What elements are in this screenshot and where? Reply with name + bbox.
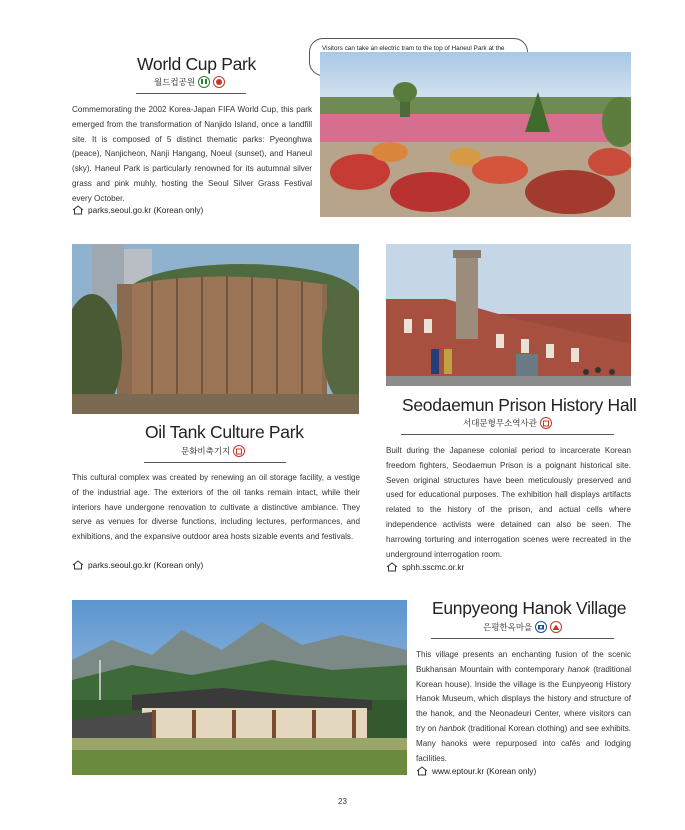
seodaemun-korean [463,417,552,429]
eunpyeong-body-part-1: This village presents an enchanting fusion of the scenic Bukhansan Mountain with contemporary [416,650,631,674]
eunpyeong-korean [483,621,562,633]
page-number: 23 [338,797,347,806]
oil-tank-rule [144,462,286,463]
flower-icon [213,76,225,88]
seodaemun-rule [401,434,614,435]
oil-tank-korean [181,445,245,457]
home-icon [386,562,398,572]
oil-tank-title: Oil Tank Culture Park [145,422,304,442]
world-cup-rule [136,93,246,94]
eunpyeong-body-hanok: hanok [567,664,590,674]
eunpyeong-body-part-3: (traditional Korean house). Inside the village is the Eunpyeong History Hanok Museum, which displays the history and structure of the hanok, and the Neonadeuri Center, where visitors can try on [416,664,632,733]
world-cup-title: World Cup Park [137,54,256,74]
home-icon [72,560,84,570]
seodaemun-link[interactable] [386,562,464,572]
eunpyeong-rule [431,638,614,639]
seodaemun-photo [386,244,631,386]
tree-icon [198,76,210,88]
building-icon [540,417,552,429]
world-cup-link[interactable] [72,205,203,215]
eunpyeong-korean-label: 은평한옥마을 [483,622,533,632]
eunpyeong-title: Eunpyeong Hanok Village [432,598,627,618]
world-cup-body: Commemorating the 2002 Korea-Japan FIFA World Cup, this park emerged from the transformation of Nanjido Island, once a landfill site. It is composed of 5 distinct thematic parks: Pyeonghwa (peace), Nanjicheon, Nanji Hangang, Noeul (sunset), and Haneul (sky). Haneul Park is particularly renowned for its autumnal silver grass and pink muhly, hosting the Seoul Silver Grass Festival every October. [72,105,312,203]
oil-tank-link[interactable] [72,560,203,570]
home-icon [72,205,84,215]
camera-icon [535,621,547,633]
eunpyeong-body [416,648,631,766]
seodaemun-title: Seodaemun Prison History Hall [402,395,637,415]
world-cup-korean [154,76,225,88]
world-cup-link-text[interactable]: parks.seoul.go.kr (Korean only) [88,205,204,215]
eunpyeong-photo [72,600,407,775]
oil-tank-photo [72,244,359,414]
eunpyeong-link[interactable] [416,766,536,776]
eunpyeong-link-text[interactable]: www.eptour.kr (Korean only) [432,766,537,776]
eunpyeong-body-hanbok: hanbok [438,723,466,733]
eunpyeong-body-part-5: (traditional Korean clothing) and see exhibits. Many hanoks were repurposed into cafés and lodging facilities. [416,723,631,763]
oil-tank-body: This cultural complex was created by renewing an oil storage facility, a vestige of the industrial age. The exteriors of the oil tanks remain intact, while their interiors have undergone renovation to cultivate a distinctive ambiance. They serve as venues for diverse functions, including lectures, performances, and exhibitions, and the expansive outdoor area hosts sizable events and festivals. [72,473,360,542]
seodaemun-body: Built during the Japanese colonial period to incarcerate Korean freedom fighters, Seodaemun Prison is a poignant historical site. Seven original structures have been meticulously preserved and used for educational purposes. The exhibition hall displays artifacts related to the history of the prison, and actual cells where independence activists were detained can also be seen. The harrowing torturing and interrogation scenes were recreated in the underground interrogation room. [386,446,631,559]
tram-info-bubble: Visitors can take an electric tram to the top of Haneul Park at the [309,38,528,76]
oil-tank-link-text[interactable]: parks.seoul.go.kr (Korean only) [88,560,204,570]
seodaemun-korean-label: 서대문형무소역사관 [463,418,537,428]
building-icon [233,445,245,457]
home-icon [416,766,428,776]
seodaemun-link-text[interactable]: sphh.sscmc.or.kr [402,562,465,572]
world-cup-photo [320,52,631,217]
world-cup-korean-label: 월드컵공원 [154,77,196,87]
oil-tank-korean-label: 문화비축기지 [181,446,231,456]
mountain-icon [550,621,562,633]
